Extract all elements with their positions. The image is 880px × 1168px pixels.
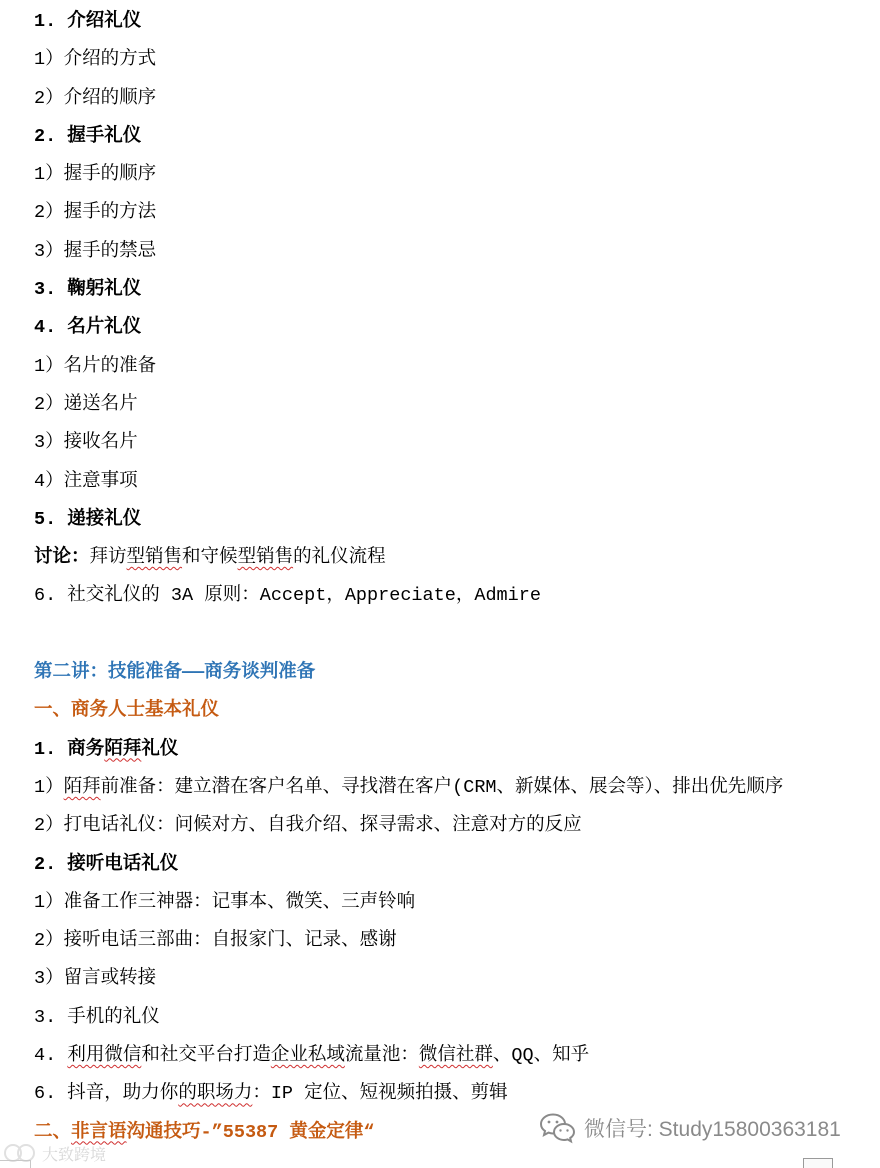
list-item: 4）注意事项 (34, 470, 138, 492)
page-corner-mark (803, 1158, 833, 1168)
mobile-etiquette-line: 3. 手机的礼仪 (34, 1006, 160, 1028)
text-run: 1） (34, 776, 64, 798)
text-run: 拜访 (89, 547, 127, 569)
lecture-heading: 第二讲：技能准备——商务谈判准备 (34, 662, 316, 684)
document-body (34, 3, 880, 1152)
list-item: 2）递送名片 (34, 393, 138, 415)
wechat-id-watermark-text: 微信号: Study15800363181 (584, 1118, 841, 1141)
proofing-flagged-text: 微信社群 (418, 1045, 493, 1067)
text-run: 4. (34, 1045, 68, 1067)
proofing-flagged-text: 型销售 (126, 547, 183, 569)
proofing-flagged-text: 型销售 (237, 547, 294, 569)
text-run: 1. 商务 (34, 738, 105, 760)
text-run: 和守候 (182, 547, 238, 569)
text-run: 流量池： (344, 1045, 419, 1067)
list-item: 2）握手的方法 (34, 202, 157, 224)
list-item: 3）握手的禁忌 (34, 240, 157, 262)
text-run: 沟通技巧-”55387 黄金定律“ (126, 1121, 375, 1143)
proofing-flagged-text: 非言语 (71, 1121, 127, 1143)
heading-cold-visit (34, 731, 880, 769)
heading-answering-calls: 2. 接听电话礼仪 (34, 853, 179, 875)
proofing-flagged-text: 陌拜 (63, 776, 101, 798)
heading-bowing: 3. 鞠躬礼仪 (34, 279, 142, 301)
social-3a-line: 6. 社交礼仪的 3A 原则：Accept，Appreciate，Admire (34, 585, 541, 607)
wechat-line (34, 1037, 880, 1075)
text-run: 的礼仪流程 (293, 547, 386, 569)
list-item: 1）名片的准备 (34, 355, 157, 377)
text-run: 、QQ、知乎 (492, 1045, 590, 1067)
text-run: 二、 (34, 1121, 72, 1143)
blank-line (34, 616, 880, 654)
heading-handover: 5. 递接礼仪 (34, 508, 142, 530)
list-item: 1）介绍的方式 (34, 49, 157, 71)
text-run: 和社交平台打造 (141, 1045, 271, 1067)
list-item: 1）握手的顺序 (34, 164, 157, 186)
list-item: 2）打电话礼仪：问候对方、自我介绍、探寻需求、注意对方的反应 (34, 815, 582, 837)
list-item: 3）接收名片 (34, 432, 138, 454)
heading-introduction: 1. 介绍礼仪 (34, 11, 142, 32)
proofing-flagged-text: 企业私域 (270, 1045, 345, 1067)
wechat-icon (538, 1111, 578, 1145)
text-run: ：IP 定位、短视频拍摄、剪辑 (252, 1083, 508, 1105)
proofing-flagged-text: 的职场力 (178, 1083, 253, 1105)
heading-business-card: 4. 名片礼仪 (34, 317, 142, 339)
heading-handshake: 2. 握手礼仪 (34, 125, 142, 147)
proofing-flagged-text: 陌拜 (104, 738, 142, 760)
part-heading-basic-etiquette: 一、商务人士基本礼仪 (34, 700, 220, 722)
wechat-watermark (538, 1108, 841, 1148)
proofing-flagged-text: 利用微信 (67, 1045, 142, 1067)
text-run: 礼仪 (141, 738, 179, 760)
discussion-label: 讨论： (34, 547, 90, 569)
list-item: 2）接听电话三部曲：自报家门、记录、感谢 (34, 930, 397, 952)
list-item: 2）介绍的顺序 (34, 87, 157, 109)
page-corner-mark (0, 1160, 31, 1168)
brand-watermark-text: 大致跨境 (42, 1144, 107, 1164)
list-item: 3）留言或转接 (34, 968, 157, 990)
text-run: 6. 抖音，助力你 (34, 1083, 179, 1105)
text-run: 前准备：建立潜在客户名单、寻找潜在客户(CRM、新媒体、展会等）、排出优先顺序 (100, 776, 784, 798)
list-item (34, 769, 880, 807)
list-item: 1）准备工作三神器：记事本、微笑、三声铃响 (34, 891, 416, 913)
discussion-line (34, 539, 880, 577)
